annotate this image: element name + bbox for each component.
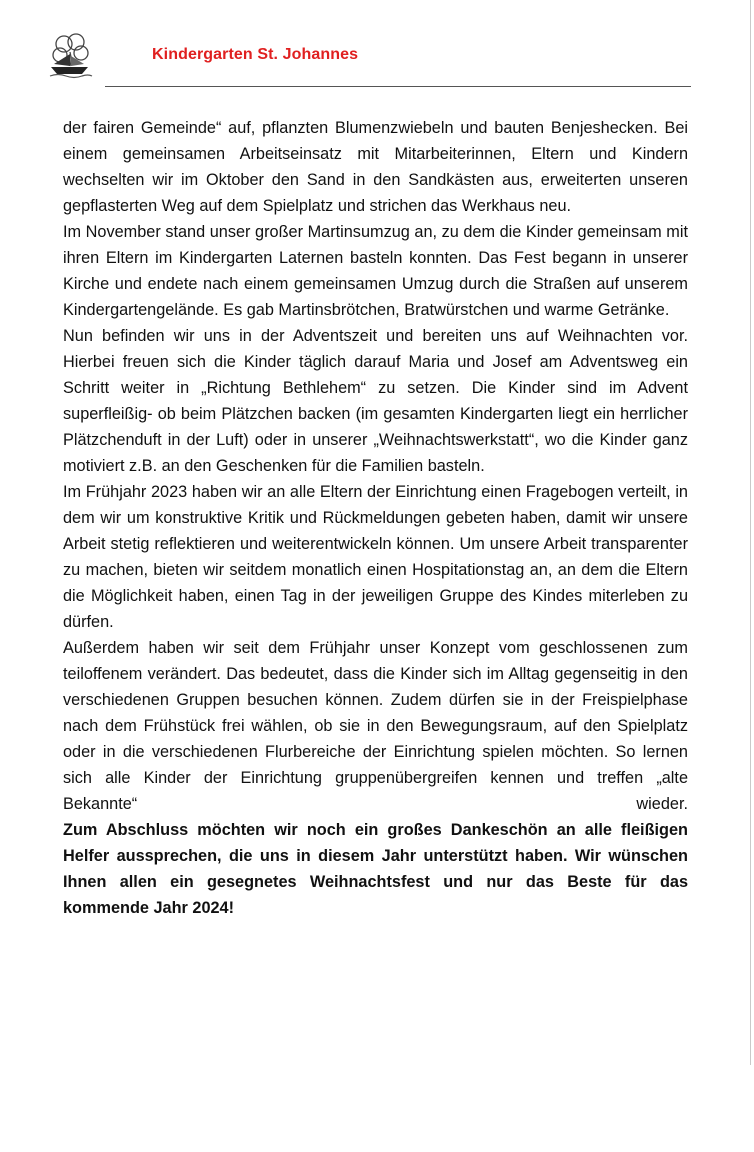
paragraph: Nun befinden wir uns in der Adventszeit und bereiten uns auf Weihnachten vor. Hierbei freuen sich die Kinder täglich darauf Maria und Josef am Adventsweg ein Schritt weiter in „Richtung Bethlehem“ zu setzen. Die Kinder sind im Advent superfleißig- ob beim Plätzchen backen (im gesamten Kindergarten liegt ein herrlicher Plätzchenduft in der Luft) oder in unserer „Weihnachtswerkstatt“, wo die Kinder ganz motiviert z.B. an den Geschenken für die Familien basteln. — [63, 327, 688, 475]
paragraph: der fairen Gemeinde“ auf, pflanzten Blumenzwiebeln und bauten Benjeshecken. Bei einem gemeinsamen Arbeitseinsatz mit Mitarbeiterinnen, Eltern und Kindern wechselten wir im Oktober den Sand in den Sandkästen aus, erweiterten unseren gepflasterten Weg auf dem Spielplatz und strichen das Werkhaus neu. — [63, 119, 688, 215]
paragraph: Außerdem haben wir seit dem Frühjahr unser Konzept vom geschlossenen zum teiloffenem verändert. Das bedeutet, dass die Kinder sich im Alltag gegenseitig in den verschiedenen Gruppen besuchen können. Zudem dürfen sie in der Freispielphase nach dem Frühstück frei wählen, ob sie in den Bewegungsraum, auf den Spielplatz oder in die verschiedenen Flurbereiche der Einrichtung spielen möchten. So lernen sich alle Kinder der Einrichtung gruppenübergreifen kennen und treffen „alte Bekannte“ wieder. — [63, 639, 688, 813]
closing-paragraph: Zum Abschluss möchten wir noch ein großes Dankeschön an alle fleißigen Helfer aussprechen, die uns in diesem Jahr unterstützt haben. Wir wünschen Ihnen allen ein gesegnetes Weihnachtsfest und nur das Beste für das kommende Jahr 2024! — [63, 821, 688, 917]
paragraph: Im November stand unser großer Martinsumzug an, zu dem die Kinder gemeinsam mit ihren Eltern im Kindergarten Laternen basteln konnten. Das Fest begann in unserer Kirche und endete nach einem gemeinsamen Umzug durch die Straßen auf unserem Kindergartengelände. Es gab Martinsbrötchen, Bratwürstchen und warme Getränke. — [63, 223, 688, 319]
paragraph: Im Frühjahr 2023 haben wir an alle Eltern der Einrichtung einen Fragebogen verteilt, in dem wir um konstruktive Kritik und Rückmeldungen gebeten haben, damit wir unsere Arbeit stetig reflektieren und weiterentwickeln können. Um unsere Arbeit transparenter zu machen, bieten wir seitdem monatlich einen Hospitationstag an, an dem die Eltern die Möglichkeit haben, einen Tag in der jeweiligen Gruppe des Kindes miterleben zu dürfen. — [63, 483, 688, 631]
clover-boat-logo-icon — [46, 30, 96, 80]
page-header — [0, 0, 754, 90]
article-body — [63, 115, 688, 921]
header-title: Kindergarten St. Johannes — [152, 46, 359, 63]
page-edge-line — [750, 0, 751, 1065]
header-rule — [105, 86, 691, 87]
